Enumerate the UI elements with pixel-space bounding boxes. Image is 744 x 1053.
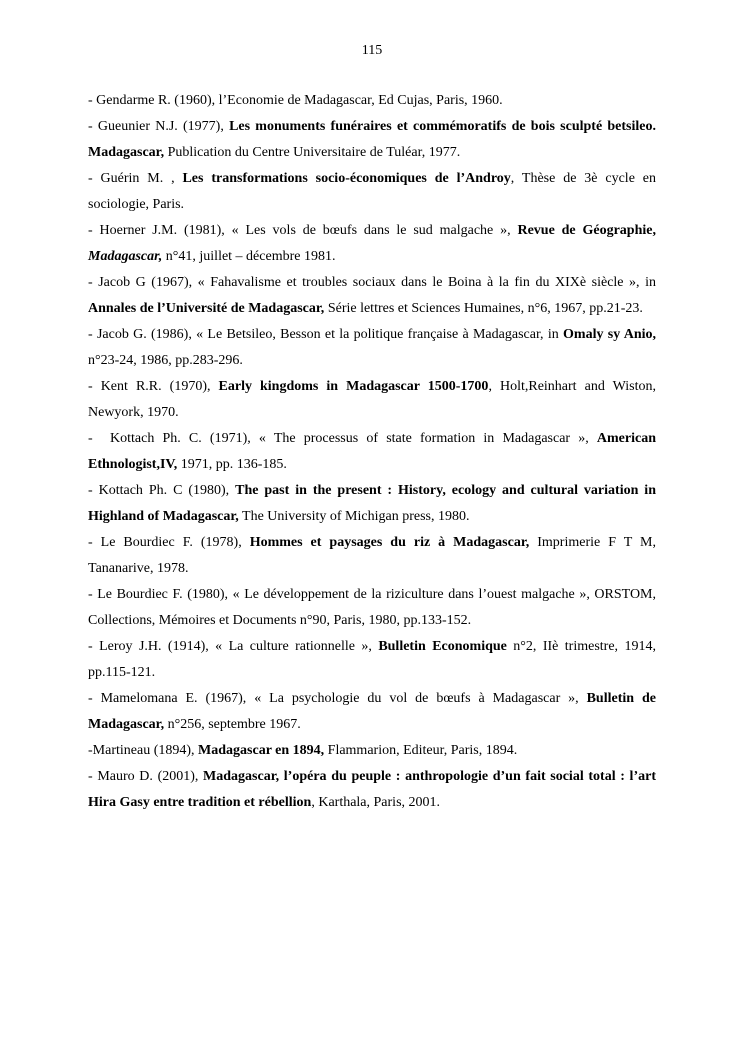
entry-title: Revue de Géographie, [517, 223, 656, 238]
entry-text: Flammarion, Editeur, Paris, 1894. [324, 743, 518, 758]
bibliography-entry [88, 426, 656, 478]
entry-text: n°23-24, 1986, pp.283-296. [88, 353, 243, 368]
entry-text: Série lettres et Sciences Humaines, n°6, 1967, pp.21-23. [324, 301, 643, 316]
page-number: 115 [361, 43, 383, 58]
entry-title-italic: Madagascar, [88, 249, 163, 264]
entry-text: - Mamelomana E. (1967), « La psychologie du vol de bœufs à Madagascar », [88, 691, 587, 706]
entry-title: American Ethnologist,IV, [88, 431, 656, 472]
entry-text: 1971, pp. 136-185. [177, 457, 287, 472]
entry-title: Omaly sy Anio, [563, 327, 656, 342]
bibliography-entry [88, 114, 656, 166]
bibliography-entry [88, 478, 656, 530]
entry-text: - Guérin M. , [88, 171, 183, 186]
entry-text: - Kottach Ph. C (1980), [88, 483, 236, 498]
entry-text: - Leroy J.H. (1914), « La culture rationnelle », [88, 639, 379, 654]
entry-text: , Thèse de 3è cycle en sociologie, Paris. [88, 171, 656, 212]
entry-title: Bulletin Economique [378, 639, 507, 654]
entry-dash: - [88, 431, 93, 446]
entry-text: - Hoerner J.M. (1981), « Les vols de bœufs dans le sud malgache », [88, 223, 518, 238]
bibliography-entry [88, 270, 656, 322]
entry-text: n°256, septembre 1967. [164, 717, 301, 732]
bibliography-entry [88, 166, 656, 218]
entry-title: Annales de l’Université de Madagascar, [88, 301, 325, 316]
entry-text: - Kent R.R. (1970), [88, 379, 219, 394]
entry-text: - Gendarme R. (1960), l’Economie de Madagascar, Ed Cujas, Paris, 1960. [88, 93, 503, 108]
entry-text: n°41, juillet – décembre 1981. [162, 249, 336, 264]
bibliography-entry [88, 530, 656, 582]
entry-title: Early kingdoms in Madagascar 1500-1700 [218, 379, 489, 394]
entry-text: , Holt,Reinhart and Wiston, Newyork, 1970. [88, 379, 656, 420]
entry-text: - Jacob G (1967), « Fahavalisme et troubles sociaux dans le Boina à la fin du XIXè siècle », in [88, 275, 656, 290]
entry-title: Hommes et paysages du riz à Madagascar, [249, 535, 530, 550]
entry-text: Imprimerie F T M, Tananarive, 1978. [88, 535, 656, 576]
entry-text: The University of Michigan press, 1980. [238, 509, 470, 524]
bibliography-entry [88, 374, 656, 426]
entry-text: - Gueunier N.J. (1977), [88, 119, 230, 134]
entry-title: Les transformations socio-économiques de l’Androy [182, 171, 511, 186]
entry-text: -Martineau (1894), [88, 743, 199, 758]
entry-text: - Le Bourdiec F. (1980), « Le développement de la riziculture dans l’ouest malgache », ORSTOM, Collections, Mémoires et Documents n°90, Paris, 1980, pp.133-152. [88, 587, 656, 628]
entry-text: Kottach Ph. C. (1971), « The processus of state formation in Madagascar », [110, 431, 597, 446]
bibliography-entry [88, 322, 656, 374]
bibliography-entry [88, 686, 656, 738]
entry-text: - Le Bourdiec F. (1978), [88, 535, 250, 550]
bibliography-entry [88, 738, 656, 764]
bibliography-list [88, 88, 656, 816]
entry-text: n°2, IIè trimestre, 1914, pp.115-121. [88, 639, 656, 680]
bibliography-entry [88, 634, 656, 686]
entry-title: The past in the present : History, ecology and cultural variation in Highland of Madagascar, [88, 483, 656, 524]
entry-text: - Jacob G. (1986), « Le Betsileo, Besson et la politique française à Madagascar, in [88, 327, 564, 342]
bibliography-entry [88, 582, 656, 634]
entry-text: - Mauro D. (2001), [88, 769, 204, 784]
entry-text: , Karthala, Paris, 2001. [311, 795, 441, 810]
bibliography-entry [88, 764, 656, 816]
entry-text: Publication du Centre Universitaire de Tuléar, 1977. [164, 145, 461, 160]
entry-title: Les monuments funéraires et commémoratifs de bois sculpté betsileo. Madagascar, [88, 119, 656, 160]
entry-title: Bulletin de Madagascar, [88, 691, 656, 732]
entry-title: Madagascar en 1894, [198, 743, 325, 758]
bibliography-entry [88, 218, 656, 270]
entry-title: Madagascar, l’opéra du peuple : anthropologie d’un fait social total : l’art Hira Gasy entre tradition et rébellion [88, 769, 656, 810]
bibliography-entry [88, 88, 656, 114]
